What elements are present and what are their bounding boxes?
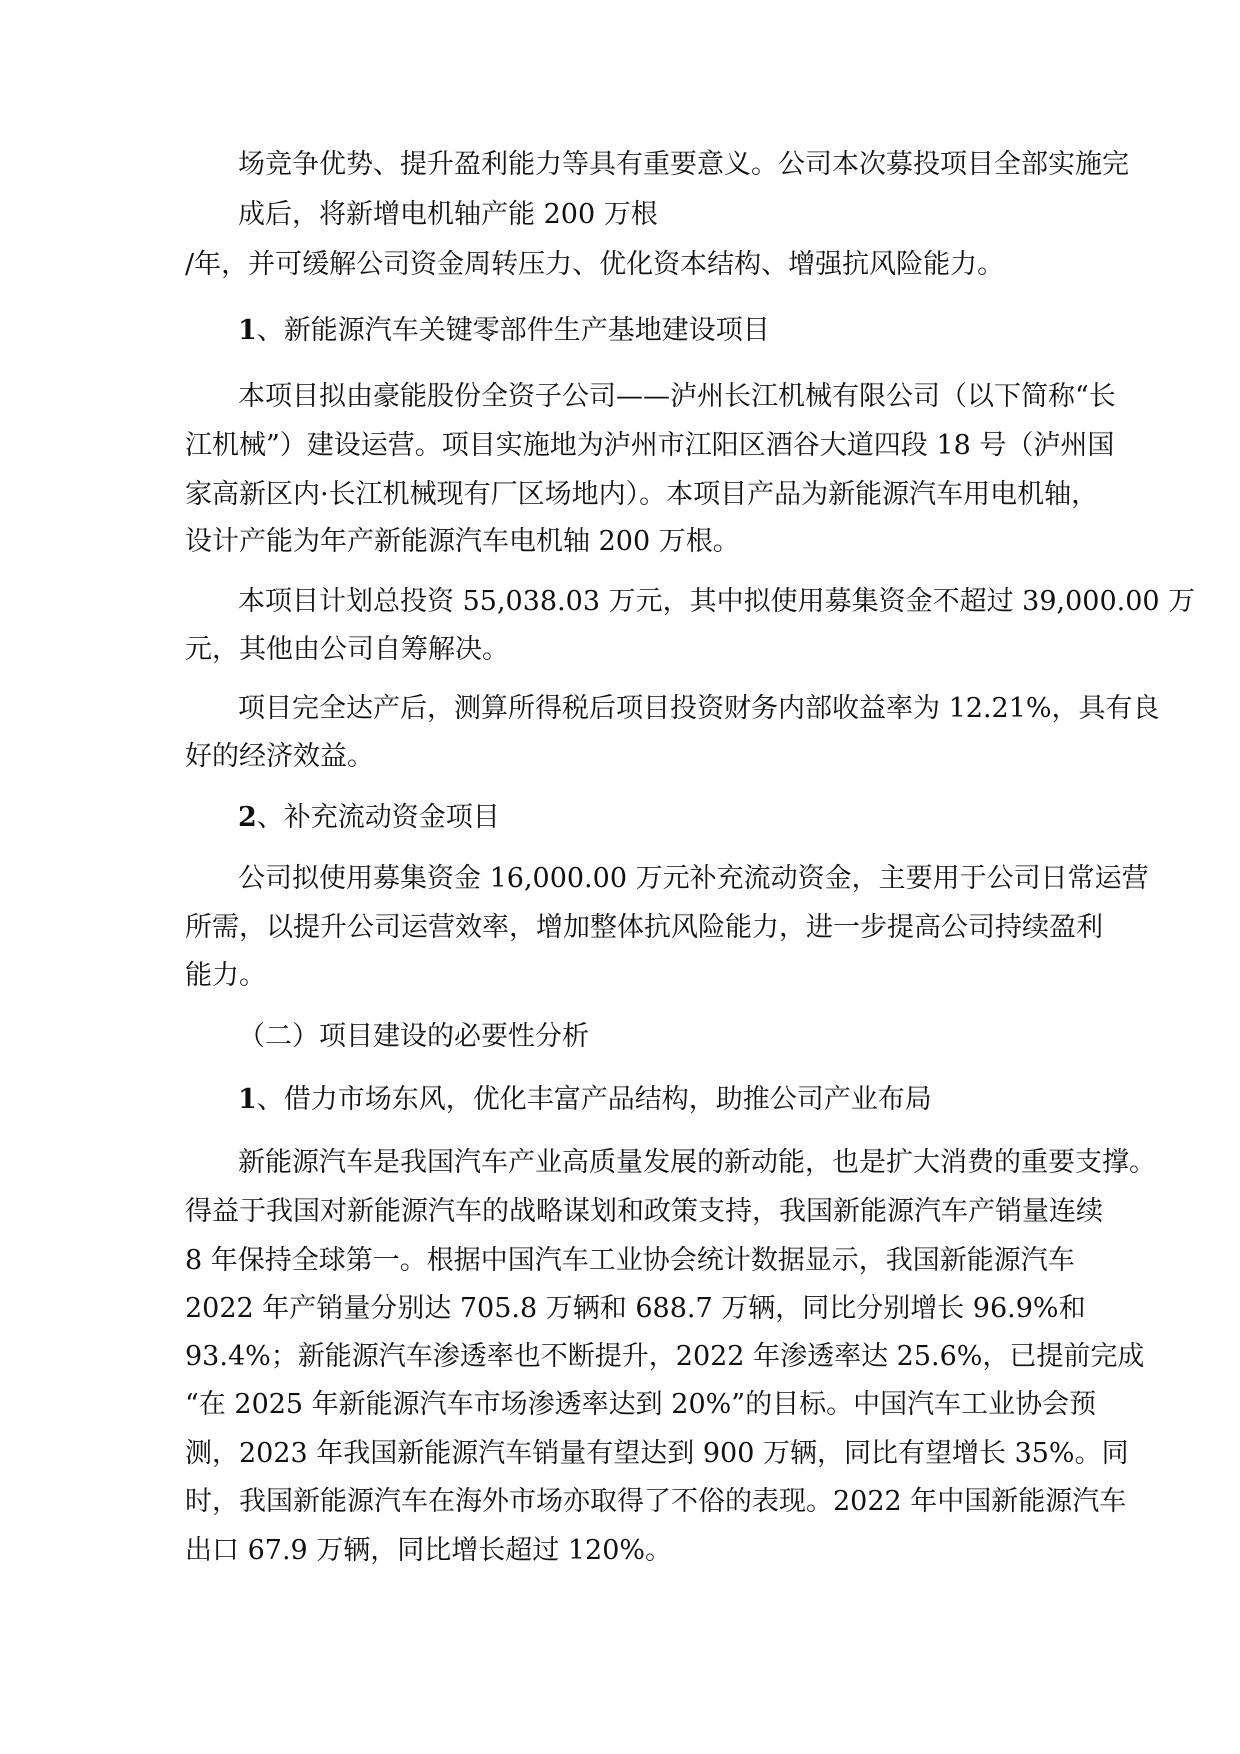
paragraph-line: 本项目计划总投资 55,038.03 万元，其中拟使用募集资金不超过 39,000.00 万 <box>238 586 1196 617</box>
paragraph-line: 公司拟使用募集资金 16,000.00 万元补充流动资金，主要用于公司日常运营 <box>238 863 1149 894</box>
paragraph-line: 93.4%；新能源汽车渗透率也不断提升，2022 年渗透率达 25.6%，已提前完成 <box>185 1341 1145 1372</box>
heading-text: 、补充流动资金项目 <box>256 802 500 833</box>
paragraph-line: 家高新区内·长江机械现有厂区场地内）。本项目产品为新能源汽车用电机轴， <box>185 479 1099 510</box>
paragraph-line: 能力。 <box>185 960 266 991</box>
paragraph-line: “在 2025 年新能源汽车市场渗透率达到 20%”的目标。中国汽车工业协会预 <box>185 1389 1097 1420</box>
paragraph-line: 江机械”）建设运营。项目实施地为泸州市江阳区酒谷大道四段 18 号（泸州国 <box>185 430 1115 461</box>
heading-number: 2 <box>238 802 257 833</box>
paragraph-line: /年，并可缓解公司资金周转压力、优化资本结构、增强抗风险能力。 <box>185 249 1005 280</box>
paragraph-line: 场竞争优势、提升盈利能力等具有重要意义。公司本次募投项目全部实施完 <box>238 149 1129 180</box>
section-heading-2 <box>238 801 500 835</box>
paragraph-line: 2022 年产销量分别达 705.8 万辆和 688.7 万辆，同比分别增长 96.9%和 <box>185 1293 1086 1324</box>
paragraph-line: 项目完全达产后，测算所得税后项目投资财务内部收益率为 12.21%，具有良 <box>238 693 1160 724</box>
heading-text: 、借力市场东风，优化丰富产品结构，助推公司产业布局 <box>256 1084 932 1115</box>
paragraph-line: 测，2023 年我国新能源汽车销量有望达到 900 万辆，同比有望增长 35%。同 <box>185 1438 1129 1469</box>
section-heading-1 <box>238 314 770 348</box>
paragraph-line: 成后，将新增电机轴产能 200 万根 <box>238 199 658 230</box>
paragraph-line: 本项目拟由豪能股份全资子公司——泸州长江机械有限公司（以下简称“长 <box>238 381 1116 412</box>
paragraph-line: 所需，以提升公司运营效率，增加整体抗风险能力，进一步提高公司持续盈利 <box>185 912 1103 943</box>
paragraph-line: 时，我国新能源汽车在海外市场亦取得了不俗的表现。2022 年中国新能源汽车 <box>185 1486 1127 1517</box>
heading-text: 、新能源汽车关键零部件生产基地建设项目 <box>256 315 770 346</box>
paragraph-line: 好的经济效益。 <box>185 741 374 772</box>
paragraph-line: 得益于我国对新能源汽车的战略谋划和政策支持，我国新能源汽车产销量连续 <box>185 1196 1103 1227</box>
heading-number: 1 <box>238 315 257 346</box>
subsection-heading: （二）项目建设的必要性分析 <box>238 1021 589 1052</box>
paragraph-line: 出口 67.9 万辆，同比增长超过 120%。 <box>185 1535 673 1566</box>
paragraph-line: 8 年保持全球第一。根据中国汽车工业协会统计数据显示，我国新能源汽车 <box>185 1245 1075 1276</box>
section-heading-3 <box>238 1083 932 1117</box>
heading-number: 1 <box>238 1084 257 1115</box>
paragraph-line: 元，其他由公司自筹解决。 <box>185 634 509 665</box>
paragraph-line: 设计产能为年产新能源汽车电机轴 200 万根。 <box>185 526 740 557</box>
paragraph-line: 新能源汽车是我国汽车产业高质量发展的新动能，也是扩大消费的重要支撑。 <box>238 1147 1156 1178</box>
